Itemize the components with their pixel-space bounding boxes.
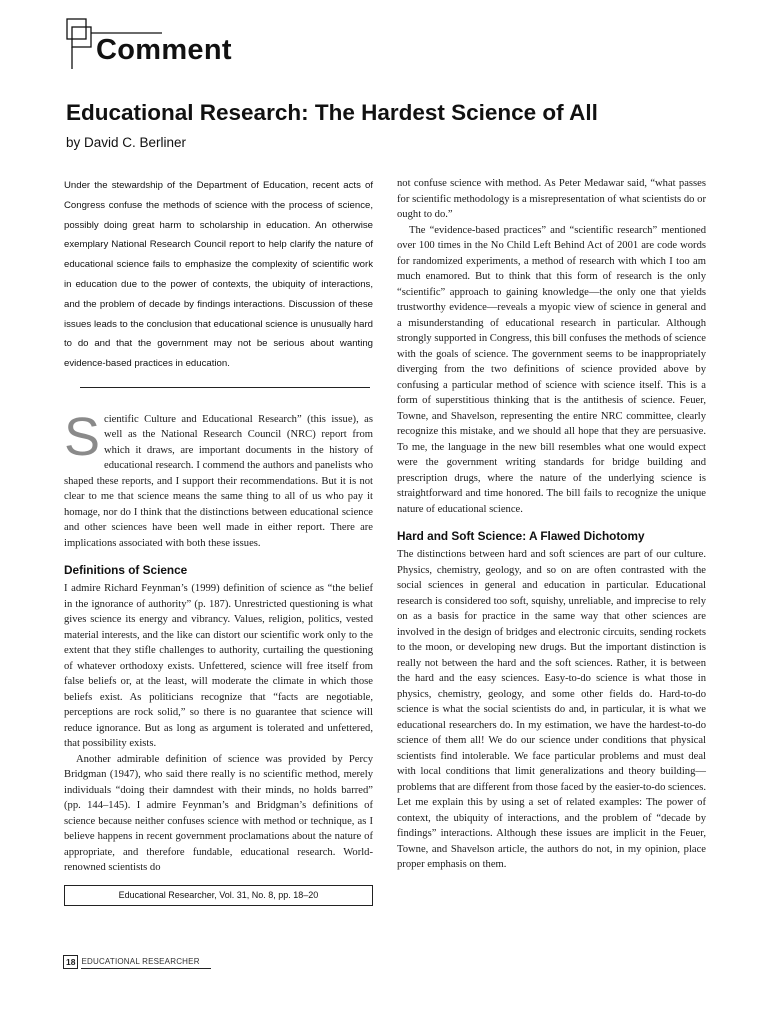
page-number: 18 [63,955,78,969]
drop-cap: S [64,406,101,467]
abstract-divider [80,387,370,388]
hard-soft-paragraph-1: The distinctions between hard and soft sciences are part of our culture. Physics, chemistry, geology, and so on are often contrasted with the social sciences in general and education in particular. Educational research is considered too soft, squishy, unreliable, and imprecise to rely on as a basis for practice in the same way that other sciences are involved in the design of bridges and electronic circuits, sending rockets to the moon, or developing new drugs. But the important distinction is really not between the hard and the soft sciences. Rather, it is between the hard and the easy sciences. Easy-to-do science is what those in physics, chemistry, geology, and some other fields do. Hard-to-do science is what the social scientists do and, in particular, it is what we educational researchers do. In my estimation, we have the hardest-to-do science of them all! We do our science under conditions that physical scientists find intolerable. We face particular problems and must deal with local conditions that limit generalizations and theory building—problems that are different from those faced by the easier-to-do sciences. Let me explain this by using a set of related examples: The power of context, the ubiquity of interactions, and the problem of “decade by findings” interactions. Although these issues are implicit in the Feuer, Towne, and Shavelson article, the authors do not, in my opinion, place proper emphasis on them. [397,549,706,870]
opening-section [64,406,373,552]
page-footer [63,955,211,969]
journal-name: EDUCATIONAL RESEARCHER [81,956,211,969]
opening-paragraph: cientific Culture and Educational Research” (this issue), as well as the National Research Council (NRC) report from which it draws, are important documents in the history of educational research. I commend the authors and panelists who shaped these reports, and I support their recommendations. But it is not clear to me that science means the same thing to all of us who pay it homage, nor do I think that the distinctions between educational science and other sciences have been well made in either report. There are implications associated with both these issues. [64,413,373,549]
section-heading-hard-soft: Hard and Soft Science: A Flawed Dichotomy [397,529,645,543]
right-paragraph-2: The “evidence-based practices” and “scientific research” mentioned over 100 times in the No Child Left Behind Act of 2001 are code words for randomized experiments, a method of research with which I too am much enamored. But to think that this form of research is the only “scientific” approach to gaining knowledge—the only one that yields trustworthy evidence—reveals a myopic view of science in general and a misunderstanding of educational research in particular. Although strongly supported in Congress, this bill confuses the methods of science with the goals of science. The government seems to be inappropriately diverging from the two definitions of science provided above by confusing a particular method of science with science itself. This is a form of superstitious thinking that is the antithesis of science. Feuer, Towne, and Shavelson, representing the entire NRC committee, clearly recognize this mistake, and we should all hope that they are persuasive. To me, the language in the new bill resembles what one would expect were the government writing standards for bridge building and prescription drugs, where the nature of the underlying science is straightforward and time honored. The bill fails to recognize the unique nature of educational science. [397,224,706,515]
right-column [397,176,706,873]
left-column [64,176,373,906]
article-byline: by David C. Berliner [66,135,187,150]
citation-box: Educational Researcher, Vol. 31, No. 8, pp. 18–20 [64,885,373,906]
right-paragraph-1: not confuse science with method. As Peter Medawar said, “what passes for scientific methodology is a misrepresentation of what scientists do or ought to do.” [397,178,706,220]
section-label: Comment [96,34,232,66]
article-title: Educational Research: The Hardest Science of All [66,100,598,125]
section-heading-definitions: Definitions of Science [64,563,188,578]
definitions-paragraph-2: Another admirable definition of science was provided by Percy Bridgman (1947), who said there really is no scientific method, merely individuals “doing their damndest with their minds, no holds barred” (pp. 144–145). I admire Feynman’s and Bridgman’s definitions of science because neither confuses science with method or technique, as I believe happens in recent government proclamations about the nature of appropriate, and therefore fundable, educational research. World-renowned scientists do [64,753,373,874]
definitions-paragraph-1: I admire Richard Feynman’s (1999) definition of science as “the belief in the ignorance of authority” (p. 187). Unrestricted questioning is what gives science its energy and vibrancy. Values, religion, politics, vested material interests, and the like can distort our scientific work only to the extent that they stifle challenges to authority, curtailing the questioning of whatever orthodoxy exists. Unfettered, science will free itself from false beliefs or, at the least, will moderate the climate in which those beliefs exist. As politicians recognize that “facts are negotiable, perceptions are rock solid,” so there is no guarantee that science will reduce ignorance. But as long as argument is tolerated and unfettered, that possibility exists. [64,583,373,750]
article-abstract: Under the stewardship of the Department of Education, recent acts of Congress confuse the methods of science with the process of science, possibly doing great harm to scholarship in education. An otherwise exemplary National Research Council report to help clarify the nature of educational science fails to emphasize the complexity of scientific work in education due to the power of contexts, the ubiquity of interactions, and the problem of decade by findings interactions. Discussion of these issues leads to the conclusion that educational science is unusually hard to do and that the government may not be serious about wanting evidence-based practices in education. [64,180,373,370]
